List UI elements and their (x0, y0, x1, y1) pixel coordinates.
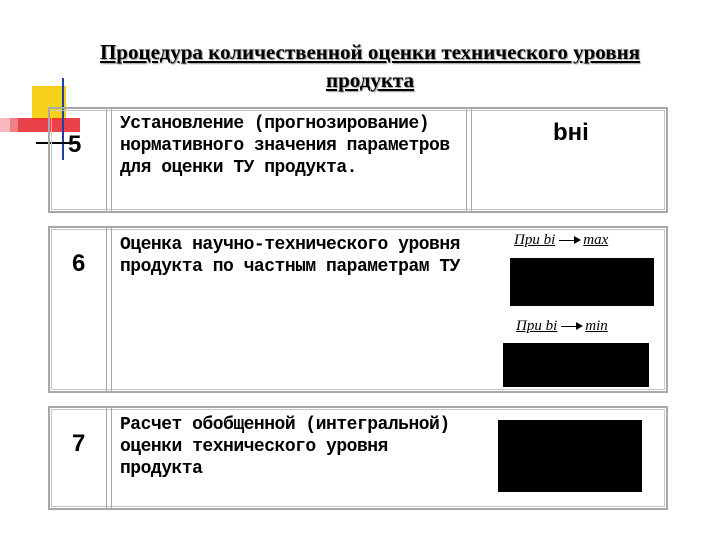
formula-box-min (503, 343, 649, 387)
row-description: Оценка научно-технического уровня продукта по частным параметрам ТУ (120, 235, 460, 277)
title-line-2: продукта (326, 68, 414, 92)
condition-max (514, 232, 608, 249)
column-divider (106, 107, 107, 213)
arrow-right-icon (561, 326, 581, 327)
row-number: 6 (72, 250, 86, 277)
column-divider (106, 226, 107, 393)
table-row-6 (48, 226, 668, 393)
column-divider (106, 406, 107, 510)
table-row-5 (48, 107, 668, 213)
condition-min-target: min (585, 318, 608, 334)
table-row-7 (48, 406, 668, 510)
row-description: Расчет обобщенной (интегральной) оценки технического уровня продукта (120, 415, 450, 479)
arrow-right-icon (559, 240, 579, 241)
condition-max-label: При bi (514, 232, 556, 248)
formula-box-max (510, 258, 654, 306)
column-divider (111, 107, 112, 213)
column-divider (111, 406, 112, 510)
page-title (40, 38, 700, 94)
column-divider (111, 226, 112, 393)
red-gradient-bar-fade (0, 118, 18, 132)
condition-max-target: max (583, 232, 609, 248)
row-result: bнi (553, 119, 589, 146)
row-number: 5 (68, 131, 82, 158)
condition-min-label: При bi (516, 318, 558, 334)
title-line-1: Процедура количественной оценки технического уровня (99, 40, 641, 64)
condition-min (516, 318, 608, 335)
column-divider (466, 107, 467, 213)
row-number: 7 (72, 430, 86, 457)
column-divider (471, 107, 472, 213)
formula-box-integral (498, 420, 642, 492)
row-description: Установление (прогнозирование) нормативного значения параметров для оценки ТУ продукта. (120, 114, 450, 178)
